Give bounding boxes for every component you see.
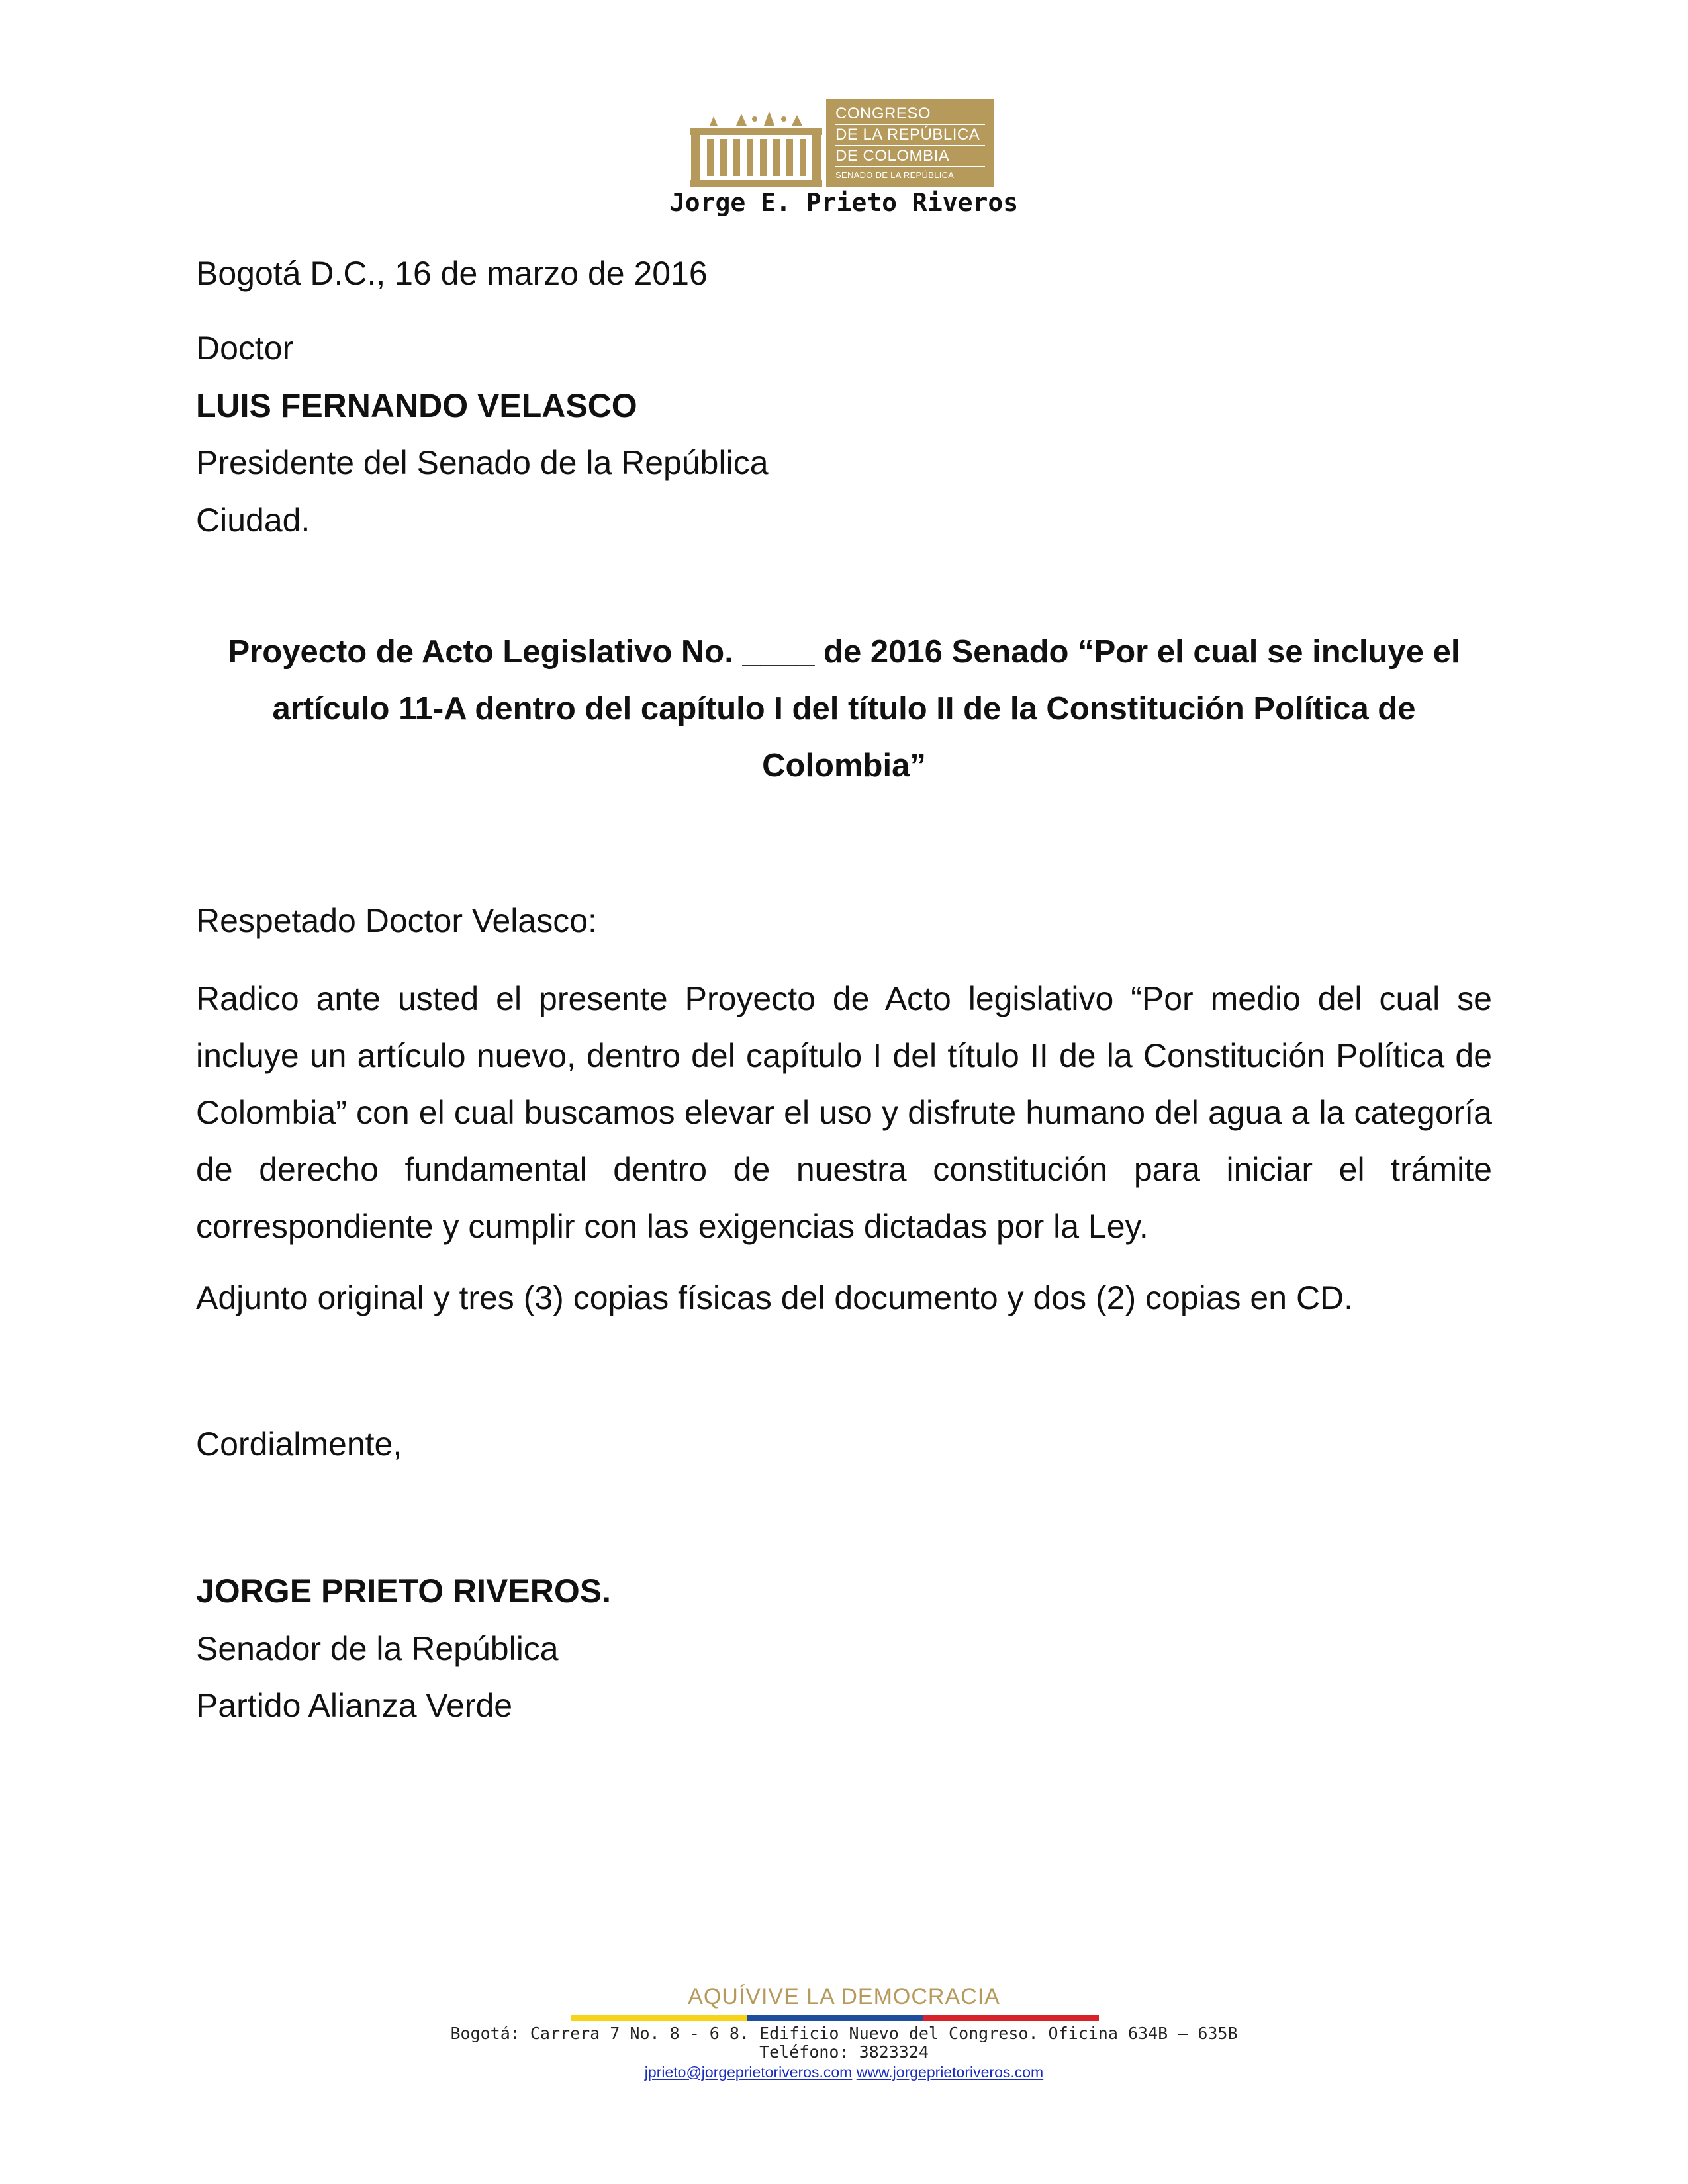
body-paragraph: Radico ante usted el presente Proyecto de Acto legislativo “Por medio del cual se incluye un artículo nuevo, dentro del capítulo I del título II de la Constitución Política de Colombia” con el cual buscamos elevar el uso y disfrute humano del agua a la categoría de derecho fundamental dentro de nuestra constitución para iniciar el trámite correspondiente y cumplir con las exigencias dictadas por la Ley. (196, 980, 1492, 1245)
logo-line-3: DE COLOMBIA (835, 147, 950, 165)
footer-address: Bogotá: Carrera 7 No. 8 - 6 8. Edificio Nuevo del Congreso. Oficina 634B – 635B (450, 2024, 1238, 2043)
logo-rule (835, 145, 985, 146)
flag-red-band (923, 2015, 1099, 2021)
letter-subject: Proyecto de Acto Legislativo No. ____ de 2016 Senado “Por el cual se incluye el artículo 11-A dentro del capítulo I del título II de la Constitución Política de Colombia” (228, 634, 1460, 784)
logo-subtitle: SENADO DE LA REPÚBLICA (835, 170, 955, 180)
recipient-name: LUIS FERNANDO VELASCO (196, 387, 637, 424)
attachments-note: Adjunto original y tres (3) copias físicas del documento y dos (2) copias en CD. (196, 1279, 1354, 1316)
logo-line-2: DE LA REPÚBLICA (835, 126, 980, 144)
letter-date: Bogotá D.C., 16 de marzo de 2016 (196, 255, 708, 292)
signer-name: JORGE PRIETO RIVEROS. (196, 1572, 612, 1610)
logo-rule (835, 166, 985, 167)
logo-plate (826, 99, 994, 187)
recipient-position: Presidente del Senado de la República (196, 444, 769, 481)
letter-greeting: Respetado Doctor Velasco: (196, 902, 597, 939)
letter-closing: Cordialmente, (196, 1426, 402, 1463)
logo-rule (835, 124, 985, 125)
recipient-city: Ciudad. (196, 502, 310, 539)
footer-motto: AQUÍVIVE LA DEMOCRACIA (688, 1984, 1000, 2009)
footer-phone: Teléfono: 3823324 (759, 2042, 929, 2062)
flag-yellow-band (571, 2015, 747, 2021)
signer-title: Senador de la República (196, 1630, 559, 1667)
logo-line-1: CONGRESO (835, 105, 931, 122)
footer-email-link[interactable]: jprieto@jorgeprietoriveros.com (644, 2064, 853, 2081)
footer-links (0, 2064, 1688, 2081)
congreso-logo (690, 99, 994, 187)
header-senator-name: Jorge E. Prieto Riveros (669, 188, 1019, 217)
colombia-flag-stripe (571, 2015, 1099, 2021)
signer-party: Partido Alianza Verde (196, 1687, 513, 1724)
salutation-title: Doctor (196, 330, 294, 367)
flag-blue-band (747, 2015, 923, 2021)
footer-website-link[interactable]: www.jorgeprietoriveros.com (856, 2064, 1044, 2081)
capitol-building-icon (690, 99, 822, 187)
